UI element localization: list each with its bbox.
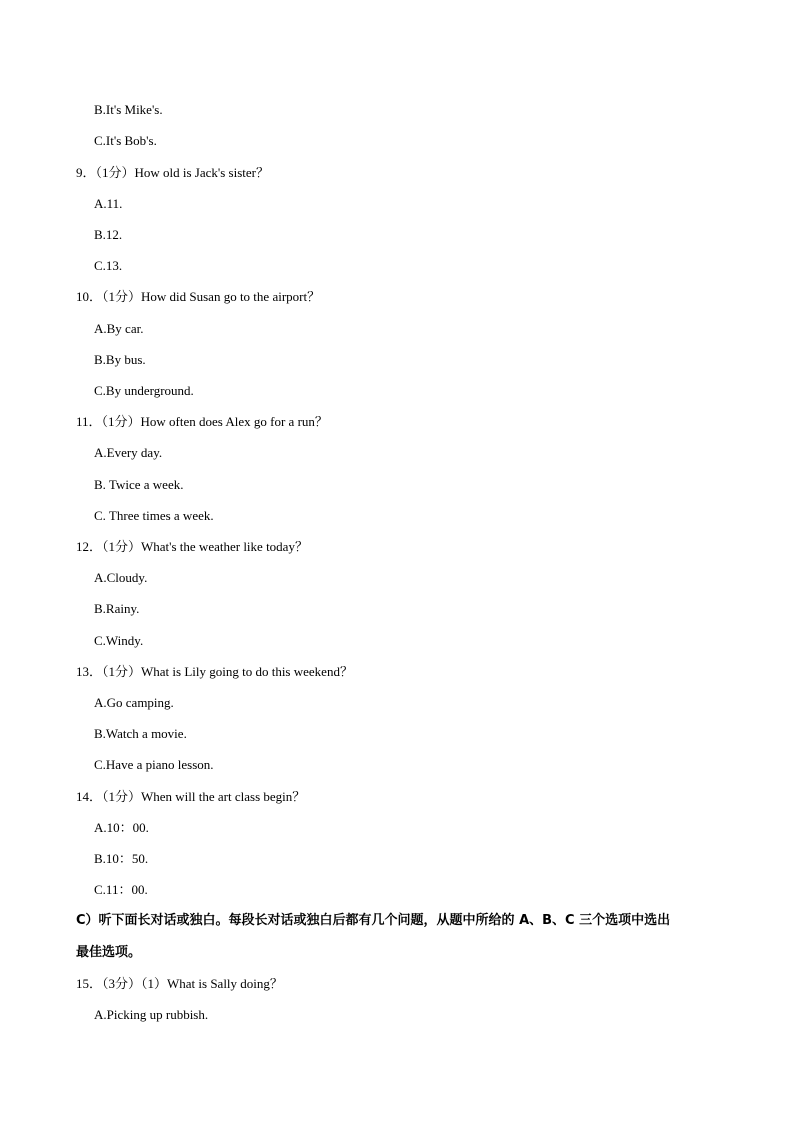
option-14b: B.10：50. xyxy=(94,851,149,866)
option-9a: A.11. xyxy=(94,196,123,211)
option-13b: B.Watch a movie. xyxy=(94,726,187,741)
question-12: 12．（1分）What's the weather like today？ xyxy=(76,539,308,554)
question-13: 13．（1分）What is Lily going to do this weekend？ xyxy=(76,664,353,679)
option-10b: B.By bus. xyxy=(94,352,146,367)
option-9b: B.12. xyxy=(94,227,123,242)
option-12c: C.Windy. xyxy=(94,633,144,648)
option-10a: A.By car. xyxy=(94,321,144,336)
option-11a: A.Every day. xyxy=(94,445,163,460)
option-15a: A.Picking up rubbish. xyxy=(94,1007,209,1022)
option-9c: C.13. xyxy=(94,258,123,273)
question-15: 15．（3分）（1）What is Sally doing？ xyxy=(76,976,283,991)
question-9: 9．（1分）How old is Jack's sister？ xyxy=(76,165,270,180)
question-11: 11．（1分）How often does Alex go for a run？ xyxy=(76,414,328,429)
option-8b: B.It's Mike's. xyxy=(94,102,163,117)
question-10: 10．（1分）How did Susan go to the airport？ xyxy=(76,289,321,304)
question-14: 14．（1分）When will the art class begin？ xyxy=(76,789,306,804)
section-c-instruction-cont: 最佳选项。 xyxy=(76,945,142,960)
section-c-instruction: C）听下面长对话或独白。每段长对话或独白后都有几个问题，从题中所给的 A、B、C 三个选项中选出 xyxy=(76,913,671,928)
option-11c: C. Three times a week. xyxy=(94,508,214,523)
option-8c: C.It's Bob's. xyxy=(94,133,157,148)
option-13a: A.Go camping. xyxy=(94,695,174,710)
option-12b: B.Rainy. xyxy=(94,601,140,616)
option-14a: A.10：00. xyxy=(94,820,149,835)
option-11b: B. Twice a week. xyxy=(94,477,184,492)
option-13c: C.Have a piano lesson. xyxy=(94,757,214,772)
option-12a: A.Cloudy. xyxy=(94,570,148,585)
option-14c: C.11：00. xyxy=(94,882,148,897)
option-10c: C.By underground. xyxy=(94,383,194,398)
